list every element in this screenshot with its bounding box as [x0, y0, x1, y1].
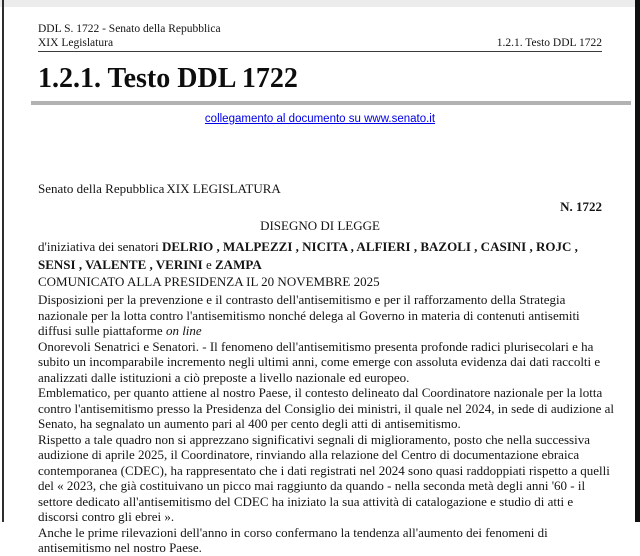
bill-heading [38, 181, 616, 290]
body-paragraph: Onorevoli Senatrici e Senatori. - Il fenomeno dell'antisemitismo presenta profonde radici plurisecolari e ha subito un incomparabile incremento negli ultimi anni, come emerge con assoluta evidenza dai dati raccolti e analizzati dalle istituzioni a ciò preposte a livello nazionale ed europeo. [38, 338, 601, 385]
link-row [38, 112, 602, 126]
header-legislature: XIX Legislatura [38, 37, 114, 49]
initiative-line [38, 238, 616, 273]
institution-row [38, 181, 616, 196]
subject-text: Disposizioni per la prevenzione e il contrasto dell'antisemitismo e per il rafforzamento della Strategia nazionale per la lotta contro l'antisemitismo nonché delega al Governo in materia di contenuti antisemiti diffusi sulle piattaforme [38, 292, 580, 338]
institution-label: Senato della Repubblica [38, 181, 165, 196]
conjunction: e [202, 256, 216, 272]
body-paragraph: Rispetto a tale quadro non si apprezzano significativi segnali di miglioramento, posto che nella successiva audizione di aprile 2025, il Coordinatore, rinviando alla relazione del Centro di documentazione ebraica contemporanea (CDEC), ha rappresentato che i dati registrati nel 2024 sono quasi raddoppiati rispetto a quelli del « 2023, che già costituivano un picco mai raggiunto da quando - nella seconda metà degli anni '60 - il settore dedicato all'antisemitismo del CDEC ha iniziato la sua attività di catalogazione e studio di atti e discorsi contro gli ebrei ». [38, 431, 610, 524]
bill-number: N. 1722 [560, 199, 602, 214]
senator-last: ZAMPA [215, 256, 262, 272]
initiative-prefix: d'iniziativa dei senatori [38, 239, 162, 254]
header-section-ref: 1.2.1. Testo DDL 1722 [496, 37, 602, 49]
body-paragraph: Emblematico, per quanto attiene al nostro Paese, il contesto delineato dal Coordinatore nazionale per la lotta contro l'antisemitismo presso la Presidenza del Consiglio dei ministri, il quale nel 2024, in sede di audizione al Senato, ha segnalato un aumento pari al 400 per cento degli atti di antisemitismo. [38, 385, 615, 431]
communicated-line: COMUNICATO ALLA PRESIDENZA IL 20 NOVEMBRE 2025 [38, 274, 380, 289]
header-doc-id: DDL S. 1722 - Senato della Repubblica [38, 23, 221, 35]
subject-italic: on line [165, 323, 202, 338]
page-header [38, 22, 602, 52]
title-divider [31, 101, 631, 105]
legislature-label: XIX LEGISLATURA [166, 181, 281, 196]
body-paragraph: Anche le prime rilevazioni dell'anno in corso confermano la tendenza all'aumento dei fenomeni di antisemitismo nel nostro Paese. [38, 524, 548, 555]
doc-type: DISEGNO DI LEGGE [260, 218, 380, 233]
page-title: 1.2.1. Testo DDL 1722 [38, 63, 298, 94]
senators-names: DELRIO , MALPEZZI , NICITA , ALFIERI , BAZOLI , CASINI , ROJC , SENSI , VALENTE , VERINI [38, 239, 578, 272]
bill-subject [38, 292, 616, 339]
bill-body-text [38, 292, 616, 556]
senato-document-link[interactable]: collegamento al documento su www.senato.it [204, 113, 436, 125]
